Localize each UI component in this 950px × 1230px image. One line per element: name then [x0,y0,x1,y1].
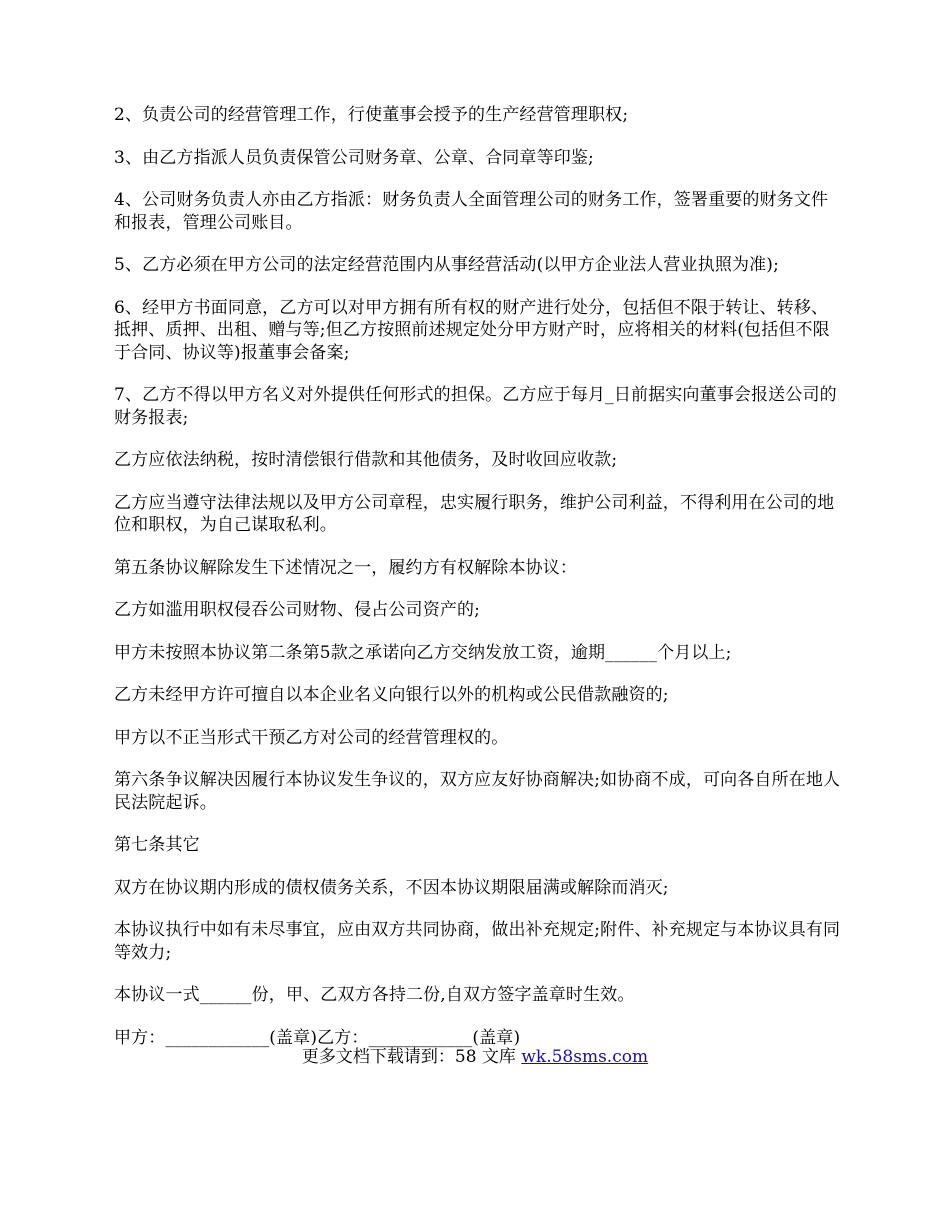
paragraph: 6、经甲方书面同意，乙方可以对甲方拥有所有权的财产进行处分，包括但不限于转让、转移、抵押、质押、出租、赠与等;但乙方按照前述规定处分甲方财产时，应将相关的材料(包括但不限于合同、协议等)报董事会备案; [114,297,830,363]
paragraph: 5、乙方必须在甲方公司的法定经营范围内从事经营活动(以甲方企业法人营业执照为准); [114,255,779,275]
paragraph: 2、负责公司的经营管理工作，行使董事会授予的生产经营管理职权; [114,105,629,125]
document-body [114,104,842,1069]
section-heading-article-7: 第七条其它 [114,835,200,855]
paragraph: 7、乙方不得以甲方名义对外提供任何形式的担保。乙方应于每月_日前据实向董事会报送公司的财务报表; [114,385,837,428]
paragraph: 3、由乙方指派人员负责保管公司财务章、公章、合同章等印鉴; [114,147,594,168]
footer-text: 更多文档下载请到：58 文库 [301,1047,522,1067]
paragraph: 甲方以不正当形式干预乙方对公司的经营管理权的。 [114,727,509,748]
paragraph: 乙方应当遵守法律法规以及甲方公司章程，忠实履行职务，维护公司利益，不得利用在公司的地位和职权，为自己谋取私利。 [114,492,835,535]
paragraph: 乙方应依法纳税，按时清偿银行借款和其他债务，及时收回应收款; [114,450,618,470]
paragraph: 乙方未经甲方许可擅自以本企业名义向银行以外的机构或公民借款融资的; [114,685,669,705]
paragraph: 甲方未按照本协议第二条第5款之承诺向乙方交纳发放工资，逾期______个月以上; [114,642,732,663]
paragraph: 4、公司财务负责人亦由乙方指派：财务负责人全面管理公司的财务工作，签署重要的财务文件和报表，管理公司账目。 [114,190,829,233]
paragraph: 双方在协议期内形成的债权债务关系，不因本协议期限届满或解除而消灭; [114,877,669,898]
section-heading-article-5: 第五条协议解除发生下述情况之一，履约方有权解除本协议： [114,557,578,578]
section-heading-article-6: 第六条争议解决因履行本协议发生争议的，双方应友好协商解决;如协商不成，可向各自所在地人民法院起诉。 [114,770,841,813]
signature-line: 甲方：____________(盖章)乙方：____________(盖章) [114,1027,521,1048]
footer [0,1046,950,1068]
footer-link[interactable]: wk.58sms.com [521,1047,649,1067]
paragraph: 本协议执行中如有未尽事宜，应由双方共同协商，做出补充规定;附件、补充规定与本协议具有同等效力; [114,920,841,963]
paragraph: 乙方如滥用职权侵吞公司财物、侵占公司资产的; [114,600,481,620]
paragraph: 本协议一式______份，甲、乙双方各持二份,自双方签字盖章时生效。 [114,985,635,1005]
